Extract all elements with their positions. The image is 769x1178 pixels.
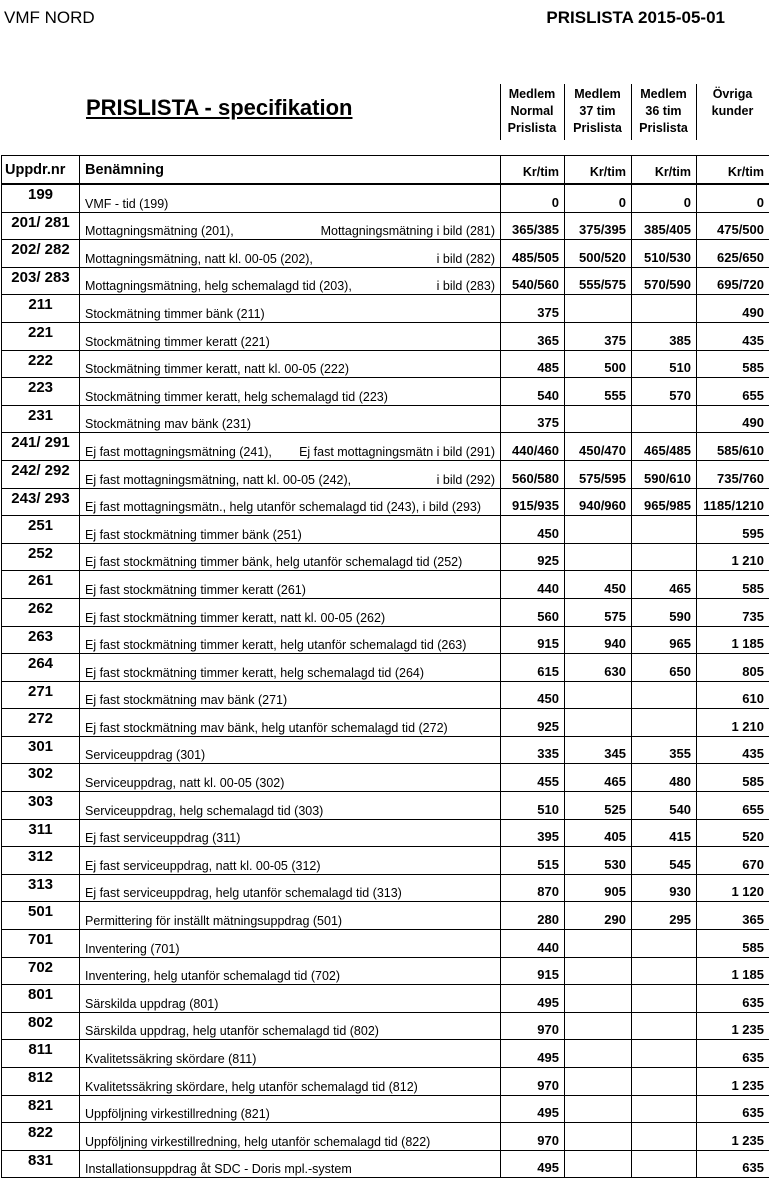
price-cell: [565, 930, 632, 958]
price-cell: 545: [632, 847, 697, 875]
price-cell: 540: [632, 792, 697, 820]
order-number: 201/ 281: [2, 212, 80, 240]
price-cell: [632, 1123, 697, 1151]
price-cell: [565, 957, 632, 985]
price-cell: [632, 681, 697, 709]
order-number: 211: [2, 295, 80, 323]
header-unit: Kr/tim: [501, 156, 565, 185]
table-row: [2, 543, 769, 571]
price-cell: 290: [565, 902, 632, 930]
table-row: [2, 184, 769, 212]
description: Ej fast stockmätning mav bänk (271): [80, 681, 501, 709]
table-row: [2, 322, 769, 350]
description: Inventering, helg utanför schemalagd tid (702): [80, 957, 501, 985]
header-description: Benämning: [80, 156, 501, 185]
price-cell: 915/935: [501, 488, 565, 516]
price-cell: 925: [501, 543, 565, 571]
price-cell: 1 120: [697, 874, 769, 902]
price-cell: 465: [565, 764, 632, 792]
document-title: PRISLISTA - specifikation: [86, 95, 352, 121]
price-cell: 485: [501, 350, 565, 378]
order-number: 313: [2, 874, 80, 902]
table-row: [2, 736, 769, 764]
description: Ej fast stockmätning timmer keratt (261): [80, 571, 501, 599]
order-number: 302: [2, 764, 80, 792]
description: Uppföljning virkestillredning (821): [80, 1095, 501, 1123]
description-split: [85, 252, 495, 266]
order-number: 223: [2, 378, 80, 406]
order-number: 821: [2, 1095, 80, 1123]
price-cell: 735/760: [697, 460, 769, 488]
price-cell: 435: [697, 736, 769, 764]
price-cell: 375: [501, 295, 565, 323]
table-row: [2, 1123, 769, 1151]
price-cell: 385: [632, 322, 697, 350]
order-number: 701: [2, 930, 80, 958]
price-cell: 560: [501, 598, 565, 626]
price-cell: 345: [565, 736, 632, 764]
table-row: [2, 405, 769, 433]
price-cell: 590: [632, 598, 697, 626]
table-row: [2, 598, 769, 626]
price-cell: 630: [565, 654, 632, 682]
table-row: [2, 819, 769, 847]
description: Serviceuppdrag (301): [80, 736, 501, 764]
table-row: [2, 709, 769, 737]
order-number: 252: [2, 543, 80, 571]
price-cell: 585: [697, 350, 769, 378]
price-cell: [632, 516, 697, 544]
document-date-heading: PRISLISTA 2015-05-01: [546, 8, 725, 28]
price-cell: 495: [501, 1040, 565, 1068]
table-row: [2, 350, 769, 378]
price-cell: [632, 1095, 697, 1123]
price-cell: 555: [565, 378, 632, 406]
order-number: 311: [2, 819, 80, 847]
price-cell: 455: [501, 764, 565, 792]
order-number: 231: [2, 405, 80, 433]
price-cell: 870: [501, 874, 565, 902]
price-cell: [632, 957, 697, 985]
column-heading-line: Prislista: [631, 120, 696, 137]
description: Ej fast serviceuppdrag, helg utanför schemalagd tid (313): [80, 874, 501, 902]
table-row: [2, 1040, 769, 1068]
order-number: 812: [2, 1068, 80, 1096]
description: Inventering (701): [80, 930, 501, 958]
description-split: [85, 279, 495, 293]
order-number: 801: [2, 985, 80, 1013]
price-cell: [565, 543, 632, 571]
description: Stockmätning timmer bänk (211): [80, 295, 501, 323]
price-cell: 585: [697, 764, 769, 792]
price-cell: 635: [697, 1150, 769, 1178]
price-cell: 450: [565, 571, 632, 599]
price-cell: 555/575: [565, 267, 632, 295]
price-cell: 510: [632, 350, 697, 378]
price-cell: 0: [501, 184, 565, 212]
column-heading-line: 37 tim: [564, 103, 631, 120]
price-cell: 970: [501, 1068, 565, 1096]
price-cell: [565, 1040, 632, 1068]
price-cell: 440: [501, 930, 565, 958]
table-row: [2, 378, 769, 406]
table-row: [2, 874, 769, 902]
price-cell: 0: [697, 184, 769, 212]
description-main: Ej fast mottagningsmätning, natt kl. 00-05 (242),: [85, 473, 351, 487]
header-order-number: Uppdr.nr: [2, 156, 80, 185]
price-cell: 450: [501, 681, 565, 709]
order-number: 272: [2, 709, 80, 737]
description: Ej fast stockmätning timmer keratt, helg schemalagd tid (264): [80, 654, 501, 682]
order-number: 241/ 291: [2, 433, 80, 461]
price-cell: 655: [697, 378, 769, 406]
price-column-heading-1: [500, 86, 564, 137]
table-row: [2, 985, 769, 1013]
table-row: [2, 681, 769, 709]
price-cell: 1 185: [697, 626, 769, 654]
order-number: 702: [2, 957, 80, 985]
order-number: 271: [2, 681, 80, 709]
description-main: Mottagningsmätning, natt kl. 00-05 (202),: [85, 252, 313, 266]
price-cell: 365: [501, 322, 565, 350]
price-cell: 930: [632, 874, 697, 902]
price-cell: 385/405: [632, 212, 697, 240]
price-cell: 1 235: [697, 1068, 769, 1096]
price-cell: 475/500: [697, 212, 769, 240]
price-column-heading-2: [564, 86, 631, 137]
price-cell: 405: [565, 819, 632, 847]
description-image-variant: Ej fast mottagningsmätn i bild (291): [299, 445, 495, 459]
table-row: [2, 626, 769, 654]
order-number: 262: [2, 598, 80, 626]
price-cell: 1185/1210: [697, 488, 769, 516]
description: Permittering för inställt mätningsuppdrag (501): [80, 902, 501, 930]
price-cell: 415: [632, 819, 697, 847]
order-number: 221: [2, 322, 80, 350]
description-image-variant: i bild (282): [437, 252, 495, 266]
price-cell: [565, 1123, 632, 1151]
table-row: [2, 460, 769, 488]
order-number: 242/ 292: [2, 460, 80, 488]
price-cell: 570/590: [632, 267, 697, 295]
description: Kvalitetssäkring skördare, helg utanför schemalagd tid (812): [80, 1068, 501, 1096]
price-cell: 970: [501, 1012, 565, 1040]
table-row: [2, 433, 769, 461]
table-row: [2, 792, 769, 820]
order-number: 264: [2, 654, 80, 682]
price-cell: 570: [632, 378, 697, 406]
price-cell: 610: [697, 681, 769, 709]
price-cell: 520: [697, 819, 769, 847]
price-cell: 495: [501, 985, 565, 1013]
price-cell: 280: [501, 902, 565, 930]
description: Särskilda uppdrag (801): [80, 985, 501, 1013]
price-cell: 1 210: [697, 543, 769, 571]
description: VMF - tid (199): [80, 184, 501, 212]
price-cell: [565, 1150, 632, 1178]
price-cell: 500: [565, 350, 632, 378]
description: [80, 460, 501, 488]
price-cell: 1 210: [697, 709, 769, 737]
order-number: 202/ 282: [2, 240, 80, 268]
description: Särskilda uppdrag, helg utanför schemalagd tid (802): [80, 1012, 501, 1040]
price-cell: [565, 1012, 632, 1040]
order-number: 811: [2, 1040, 80, 1068]
description: Ej fast serviceuppdrag (311): [80, 819, 501, 847]
column-heading-line: 36 tim: [631, 103, 696, 120]
column-heading-line: kunder: [696, 103, 769, 120]
table-row: [2, 1095, 769, 1123]
order-number: 312: [2, 847, 80, 875]
order-number: 261: [2, 571, 80, 599]
price-cell: 735: [697, 598, 769, 626]
header-unit: Kr/tim: [632, 156, 697, 185]
description-main: Mottagningsmätning, helg schemalagd tid (203),: [85, 279, 352, 293]
description: Ej fast stockmätning timmer bänk, helg utanför schemalagd tid (252): [80, 543, 501, 571]
price-cell: 465: [632, 571, 697, 599]
description: Stockmätning timmer keratt (221): [80, 322, 501, 350]
price-cell: 1 235: [697, 1123, 769, 1151]
price-cell: 0: [565, 184, 632, 212]
price-cell: [565, 295, 632, 323]
price-cell: 670: [697, 847, 769, 875]
price-cell: [565, 1068, 632, 1096]
price-cell: 510: [501, 792, 565, 820]
table-row: [2, 930, 769, 958]
table-row: [2, 847, 769, 875]
description-split: [85, 473, 495, 487]
price-cell: 490: [697, 405, 769, 433]
price-cell: 480: [632, 764, 697, 792]
table-row: [2, 1068, 769, 1096]
price-cell: 575/595: [565, 460, 632, 488]
table-row: [2, 240, 769, 268]
column-heading-line: Normal: [500, 103, 564, 120]
description: Stockmätning mav bänk (231): [80, 405, 501, 433]
price-cell: 965/985: [632, 488, 697, 516]
price-cell: 525: [565, 792, 632, 820]
header-unit: Kr/tim: [697, 156, 769, 185]
order-number: 263: [2, 626, 80, 654]
description: Serviceuppdrag, natt kl. 00-05 (302): [80, 764, 501, 792]
price-cell: 1 235: [697, 1012, 769, 1040]
column-heading-line: Medlem: [500, 86, 564, 103]
price-cell: 595: [697, 516, 769, 544]
column-heading-line: Prislista: [564, 120, 631, 137]
org-name: VMF NORD: [4, 8, 95, 28]
column-heading-line: Övriga: [696, 86, 769, 103]
order-number: 831: [2, 1150, 80, 1178]
order-number: 199: [2, 184, 80, 212]
description: Ej fast stockmätning timmer keratt, helg utanför schemalagd tid (263): [80, 626, 501, 654]
price-cell: 585: [697, 930, 769, 958]
price-cell: 450: [501, 516, 565, 544]
description: Stockmätning timmer keratt, natt kl. 00-05 (222): [80, 350, 501, 378]
price-cell: 635: [697, 1040, 769, 1068]
price-cell: [565, 1095, 632, 1123]
price-cell: [632, 930, 697, 958]
price-cell: 375: [501, 405, 565, 433]
table-row: [2, 571, 769, 599]
description: Ej fast mottagningsmätn., helg utanför schemalagd tid (243), i bild (293): [80, 488, 501, 516]
price-cell: 375: [565, 322, 632, 350]
price-cell: [632, 295, 697, 323]
price-cell: [632, 985, 697, 1013]
price-cell: 440: [501, 571, 565, 599]
price-cell: 375/395: [565, 212, 632, 240]
table-row: [2, 1150, 769, 1178]
price-cell: 970: [501, 1123, 565, 1151]
price-cell: 635: [697, 1095, 769, 1123]
price-cell: 440/460: [501, 433, 565, 461]
order-number: 301: [2, 736, 80, 764]
header-unit: Kr/tim: [565, 156, 632, 185]
table-row: [2, 1012, 769, 1040]
price-cell: 510/530: [632, 240, 697, 268]
description: Ej fast stockmätning timmer bänk (251): [80, 516, 501, 544]
price-cell: 515: [501, 847, 565, 875]
price-cell: 495: [501, 1095, 565, 1123]
price-cell: 1 185: [697, 957, 769, 985]
description-image-variant: i bild (283): [437, 279, 495, 293]
price-cell: 395: [501, 819, 565, 847]
table-row: [2, 957, 769, 985]
price-column-heading-4: [696, 86, 769, 120]
price-cell: 365: [697, 902, 769, 930]
order-number: 203/ 283: [2, 267, 80, 295]
description-image-variant: i bild (292): [437, 473, 495, 487]
price-cell: 655: [697, 792, 769, 820]
price-cell: 625/650: [697, 240, 769, 268]
description-image-variant: Mottagningsmätning i bild (281): [321, 224, 495, 238]
description: [80, 240, 501, 268]
price-cell: 490: [697, 295, 769, 323]
order-number: 243/ 293: [2, 488, 80, 516]
price-cell: [565, 681, 632, 709]
price-cell: [632, 405, 697, 433]
column-heading-line: Prislista: [500, 120, 564, 137]
price-cell: 295: [632, 902, 697, 930]
description: Stockmätning timmer keratt, helg schemalagd tid (223): [80, 378, 501, 406]
price-cell: [632, 1040, 697, 1068]
price-cell: 695/720: [697, 267, 769, 295]
description: Kvalitetssäkring skördare (811): [80, 1040, 501, 1068]
price-cell: 335: [501, 736, 565, 764]
order-number: 251: [2, 516, 80, 544]
price-cell: 435: [697, 322, 769, 350]
price-cell: 450/470: [565, 433, 632, 461]
description: Serviceuppdrag, helg schemalagd tid (303): [80, 792, 501, 820]
price-cell: 365/385: [501, 212, 565, 240]
description-split: [85, 224, 495, 238]
price-table: [1, 155, 769, 1178]
price-cell: 615: [501, 654, 565, 682]
price-cell: 560/580: [501, 460, 565, 488]
order-number: 303: [2, 792, 80, 820]
table-row: [2, 212, 769, 240]
order-number: 802: [2, 1012, 80, 1040]
table-row: [2, 488, 769, 516]
order-number: 222: [2, 350, 80, 378]
price-cell: 915: [501, 626, 565, 654]
table-row: [2, 902, 769, 930]
price-cell: 575: [565, 598, 632, 626]
price-cell: 925: [501, 709, 565, 737]
price-cell: 500/520: [565, 240, 632, 268]
price-cell: [632, 709, 697, 737]
price-cell: 650: [632, 654, 697, 682]
description: [80, 433, 501, 461]
price-cell: 940/960: [565, 488, 632, 516]
column-heading-line: Medlem: [564, 86, 631, 103]
description: Ej fast serviceuppdrag, natt kl. 00-05 (312): [80, 847, 501, 875]
price-cell: 965: [632, 626, 697, 654]
price-cell: 540/560: [501, 267, 565, 295]
price-cell: 940: [565, 626, 632, 654]
price-cell: 905: [565, 874, 632, 902]
table-row: [2, 267, 769, 295]
price-cell: [632, 1012, 697, 1040]
description: Ej fast stockmätning mav bänk, helg utanför schemalagd tid (272): [80, 709, 501, 737]
price-cell: 355: [632, 736, 697, 764]
price-cell: 635: [697, 985, 769, 1013]
order-number: 501: [2, 902, 80, 930]
price-cell: [632, 1150, 697, 1178]
table-row: [2, 764, 769, 792]
price-cell: [565, 985, 632, 1013]
description: Installationsuppdrag åt SDC - Doris mpl.-system: [80, 1150, 501, 1178]
price-cell: [632, 1068, 697, 1096]
table-row: [2, 295, 769, 323]
price-cell: 0: [632, 184, 697, 212]
price-cell: [632, 543, 697, 571]
price-cell: [565, 516, 632, 544]
price-cell: 465/485: [632, 433, 697, 461]
price-cell: 585/610: [697, 433, 769, 461]
table-row: [2, 516, 769, 544]
price-cell: 485/505: [501, 240, 565, 268]
column-heading-line: Medlem: [631, 86, 696, 103]
table-row: [2, 654, 769, 682]
description-main: Mottagningsmätning (201),: [85, 224, 234, 238]
description: Uppföljning virkestillredning, helg utanför schemalagd tid (822): [80, 1123, 501, 1151]
description-main: Ej fast mottagningsmätning (241),: [85, 445, 272, 459]
price-cell: [565, 709, 632, 737]
description: [80, 212, 501, 240]
price-cell: 915: [501, 957, 565, 985]
description-split: [85, 445, 495, 459]
price-column-heading-3: [631, 86, 696, 137]
price-cell: 540: [501, 378, 565, 406]
price-cell: 585: [697, 571, 769, 599]
price-cell: [565, 405, 632, 433]
price-cell: 495: [501, 1150, 565, 1178]
price-cell: 805: [697, 654, 769, 682]
description: Ej fast stockmätning timmer keratt, natt kl. 00-05 (262): [80, 598, 501, 626]
price-cell: 530: [565, 847, 632, 875]
description: [80, 267, 501, 295]
table-header-row: [2, 156, 769, 185]
price-cell: 590/610: [632, 460, 697, 488]
order-number: 822: [2, 1123, 80, 1151]
